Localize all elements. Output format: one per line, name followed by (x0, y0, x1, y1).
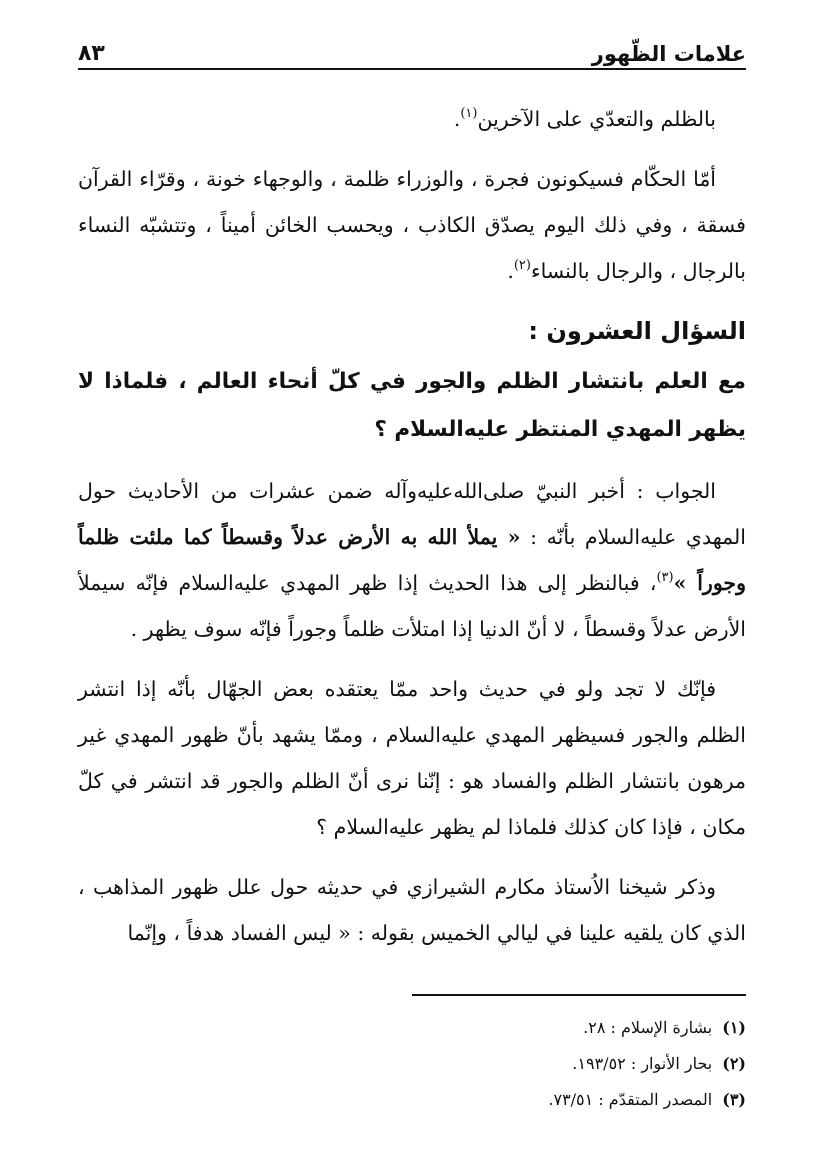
footnote-text: بحار الأنوار : ١٩٣/٥٢. (572, 1054, 713, 1073)
answer-paragraph (78, 468, 746, 652)
paragraph-4: فإنّك لا تجد ولو في حديث واحد ممّا يعتقده بعض الجهّال بأنّه إذا انتشر الظلم والجور فسيظهر المهدي عليه‌السلام ، وممّا يشهد بأنّ ظهور المهدي غير مرهون بانتشار الظلم والفساد هو : إنّنا نرى أنّ الظلم والجور قد انتشر في كلّ مكان ، فإذا كان كذلك فلماذا لم يظهر عليه‌السلام ؟ (78, 677, 746, 839)
book-page (78, 0, 746, 1162)
question-heading: السؤال العشرون : (528, 317, 746, 345)
body-text (78, 96, 746, 970)
footnotes (78, 1010, 746, 1118)
footnote-text: المصدر المتقدّم : ٧٣/٥١. (548, 1090, 713, 1109)
paragraph-2 (78, 156, 746, 294)
footnote-ref-3: (٣) (656, 570, 674, 585)
footnote-number: (١) (722, 1018, 746, 1037)
footnote-text: بشارة الإسلام : ٢٨. (583, 1018, 713, 1037)
question-text: مع العلم بانتشار الظلم والجور في كلّ أنحاء العالم ، فلماذا لا يظهر المهدي المنتظر عليه‌السلام ؟ (78, 369, 746, 442)
footnote-item (78, 1082, 746, 1118)
answer-lead: الجواب : أخبر النبيّ صلى‌الله‌عليه‌وآله ضمن عشرات من الأحاديث حول المهدي عليه‌السلام بأنّه : (78, 479, 746, 549)
paragraph-1 (78, 96, 746, 142)
footnote-ref-2: (٢) (513, 258, 531, 273)
paragraph-2-text: أمّا الحكّام فسيكونون فجرة ، والوزراء ظلمة ، والوجهاء خونة ، وقرّاء القرآن فسقة ، وفي ذلك اليوم يصدّق الكاذب ، ويحسب الخائن أميناً ، وتتشبّه النساء بالرجال ، والرجال بالنساء (78, 167, 746, 283)
answer-rest: ، فبالنظر إلى هذا الحديث إذا ظهر المهدي عليه‌السلام فإنّه سيملأ الأرض عدلاً وقسطاً ، لا أنّ الدنيا إذا امتلأت ظلماً وجوراً فإنّه سوف يظهر . (78, 571, 746, 641)
paragraph-2-end: . (507, 259, 514, 283)
footnote-ref-1: (١) (460, 106, 478, 121)
footnote-item (78, 1010, 746, 1046)
footnote-item (78, 1046, 746, 1082)
hadith-quote: « يملأ الله به الأرض عدلاً وقسطاً كما ملئت ظلماً وجوراً » (78, 525, 746, 595)
page-number: ٨٣ (78, 41, 105, 66)
footnote-number: (٣) (722, 1090, 746, 1109)
paragraph-1-text: بالظلم والتعدّي على الآخرين (477, 107, 716, 131)
footnote-separator (412, 994, 746, 996)
running-title: علامات الظّهور (591, 42, 746, 66)
running-header (78, 30, 746, 70)
paragraph-5: وذكر شيخنا الاُستاذ مكارم الشيرازي في حديثه حول علل ظهور المذاهب ، الذي كان يلقيه علينا في ليالي الخميس بقوله : « ليس الفساد هدفاً ، وإنّما (78, 875, 746, 945)
paragraph-1-end: . (453, 107, 461, 131)
footnote-number: (٢) (722, 1054, 746, 1073)
